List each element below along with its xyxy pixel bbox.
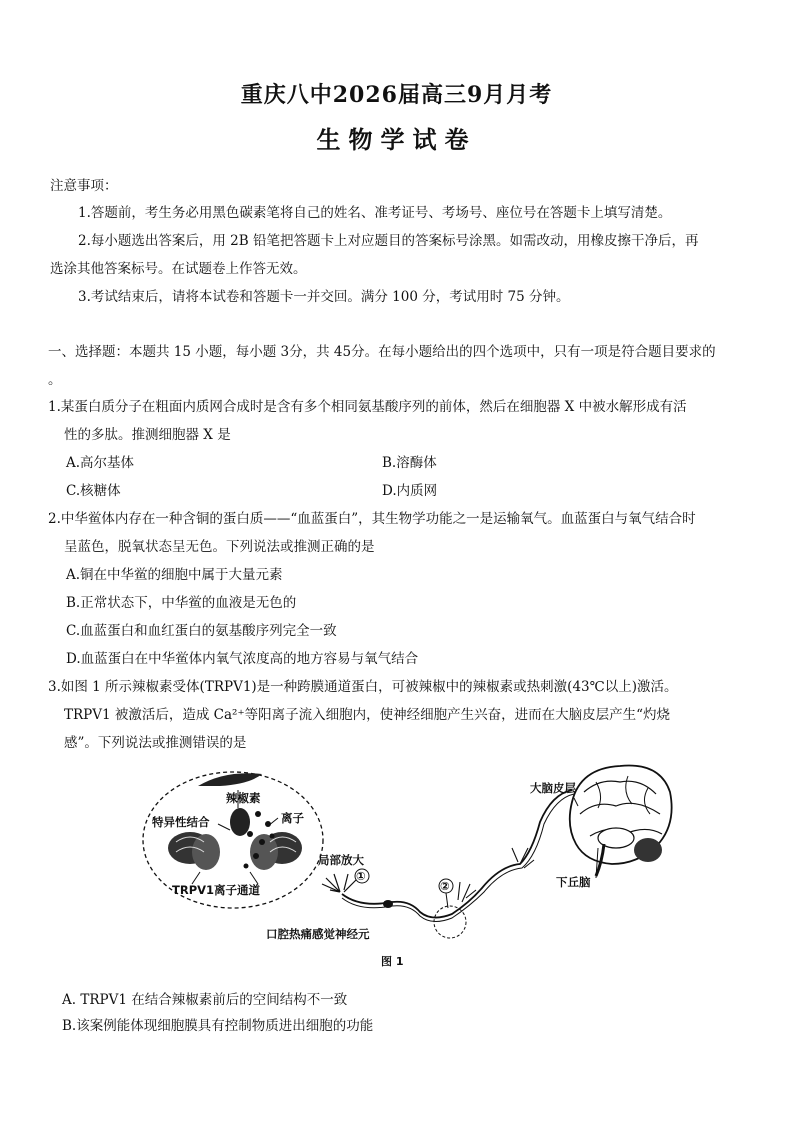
label-specific-binding: 特异性结合 <box>152 815 210 829</box>
cell-body <box>383 900 393 908</box>
label-channel: TRPV1离子通道 <box>172 883 261 897</box>
label-hypothalamus: 下丘脑 <box>556 875 591 889</box>
q2-stem-1: 2.中华鲎体内存在一种含铜的蛋白质——“血蓝蛋白”，其生物学功能之一是运输氧气。血蓝蛋白与氧气结合时 <box>48 511 696 527</box>
brain-illustration <box>570 766 672 876</box>
section-heading: 一、选择题：本题共 15 小题，每小题 3分，共 45分。在每小题给出的四个选项中，只有一项是符合题目要求的 <box>48 344 716 360</box>
section-heading-tail: 。 <box>48 372 62 388</box>
q1-option-a: A.高尔基体 <box>66 455 135 471</box>
neuron-dendrites <box>322 874 356 892</box>
q1-option-c: C.核糖体 <box>66 483 121 499</box>
synapse-zoom-circle <box>434 906 466 938</box>
q3-stem-1: 3.如图 1 所示辣椒素受体(TRPV1)是一种跨膜通道蛋白，可被辣椒中的辣椒素或热刺激(43℃以上)激活。 <box>48 679 678 695</box>
label-marker-1: ① <box>356 869 366 883</box>
notice-item-1: 1.答题前，考生务必用黑色碳素笔将自己的姓名、准考证号、考场号、座位号在答题卡上填写清楚。 <box>78 205 672 221</box>
q3-option-b: B.该案例能体现细胞膜具有控制物质进出细胞的功能 <box>62 1018 374 1034</box>
trpv1-channel-left <box>168 832 220 870</box>
exam-title: 重庆八中2026届高三9月月考 <box>240 82 553 108</box>
notice-item-2-line-1: 2.每小题选出答案后，用 2B 铅笔把答题卡上对应题目的答案标号涂黑。如需改动，用橡皮擦干净后，再 <box>78 233 699 249</box>
capsaicin-bound <box>230 808 250 836</box>
q1-option-d: D.内质网 <box>382 483 438 499</box>
q2-option-d: D.血蓝蛋白在中华鲎体内氧气浓度高的地方容易与氧气结合 <box>66 651 419 667</box>
q3-stem-3: 感”。下列说法或推测错误的是 <box>64 735 247 751</box>
capsaicin-molecule <box>198 773 262 786</box>
notice-item-2-line-2: 选涂其他答案标号。在试题卷上作答无效。 <box>50 261 307 277</box>
q3-stem-2: TRPV1 被激活后，造成 Ca²⁺等阳离子流入细胞内，使神经细胞产生兴奋，进而在大脑皮层产生“灼烧 <box>64 707 670 723</box>
label-capsaicin: 辣椒素 <box>226 791 261 805</box>
notice-heading: 注意事项： <box>50 178 118 194</box>
label-ion: 离子 <box>281 811 304 825</box>
q3-option-a: A. TRPV1 在结合辣椒素前后的空间结构不一致 <box>62 992 348 1008</box>
figure-1-diagram <box>0 752 793 952</box>
q2-stem-2: 呈蓝色，脱氧状态呈无色。下列说法或推测正确的是 <box>64 539 375 555</box>
trpv1-channel-right <box>250 832 302 870</box>
exam-subtitle: 生物学试卷 <box>316 125 477 154</box>
label-neuron: 口腔热痛感觉神经元 <box>266 927 370 941</box>
label-marker-2: ② <box>440 879 450 893</box>
label-cortex: 大脑皮层 <box>530 781 576 795</box>
q1-option-b: B.溶酶体 <box>382 455 437 471</box>
neuron-axon <box>342 790 572 918</box>
q1-stem-1: 1.某蛋白质分子在粗面内质网合成时是含有多个相同氨基酸序列的前体，然后在细胞器 X 中被水解形成有活 <box>48 399 687 415</box>
q2-option-c: C.血蓝蛋白和血红蛋白的氨基酸序列完全一致 <box>66 623 337 639</box>
notice-item-3: 3.考试结束后，请将本试卷和答题卡一并交回。满分 100 分，考试用时 75 分钟。 <box>78 289 570 305</box>
label-local-zoom: 局部放大 <box>318 853 364 867</box>
q2-option-a: A.铜在中华鲎的细胞中属于大量元素 <box>66 567 283 583</box>
q1-stem-2: 性的多肽。推测细胞器 X 是 <box>64 427 231 443</box>
q2-option-b: B.正常状态下，中华鲎的血液是无色的 <box>66 595 297 611</box>
figure-caption: 图 1 <box>381 955 404 968</box>
